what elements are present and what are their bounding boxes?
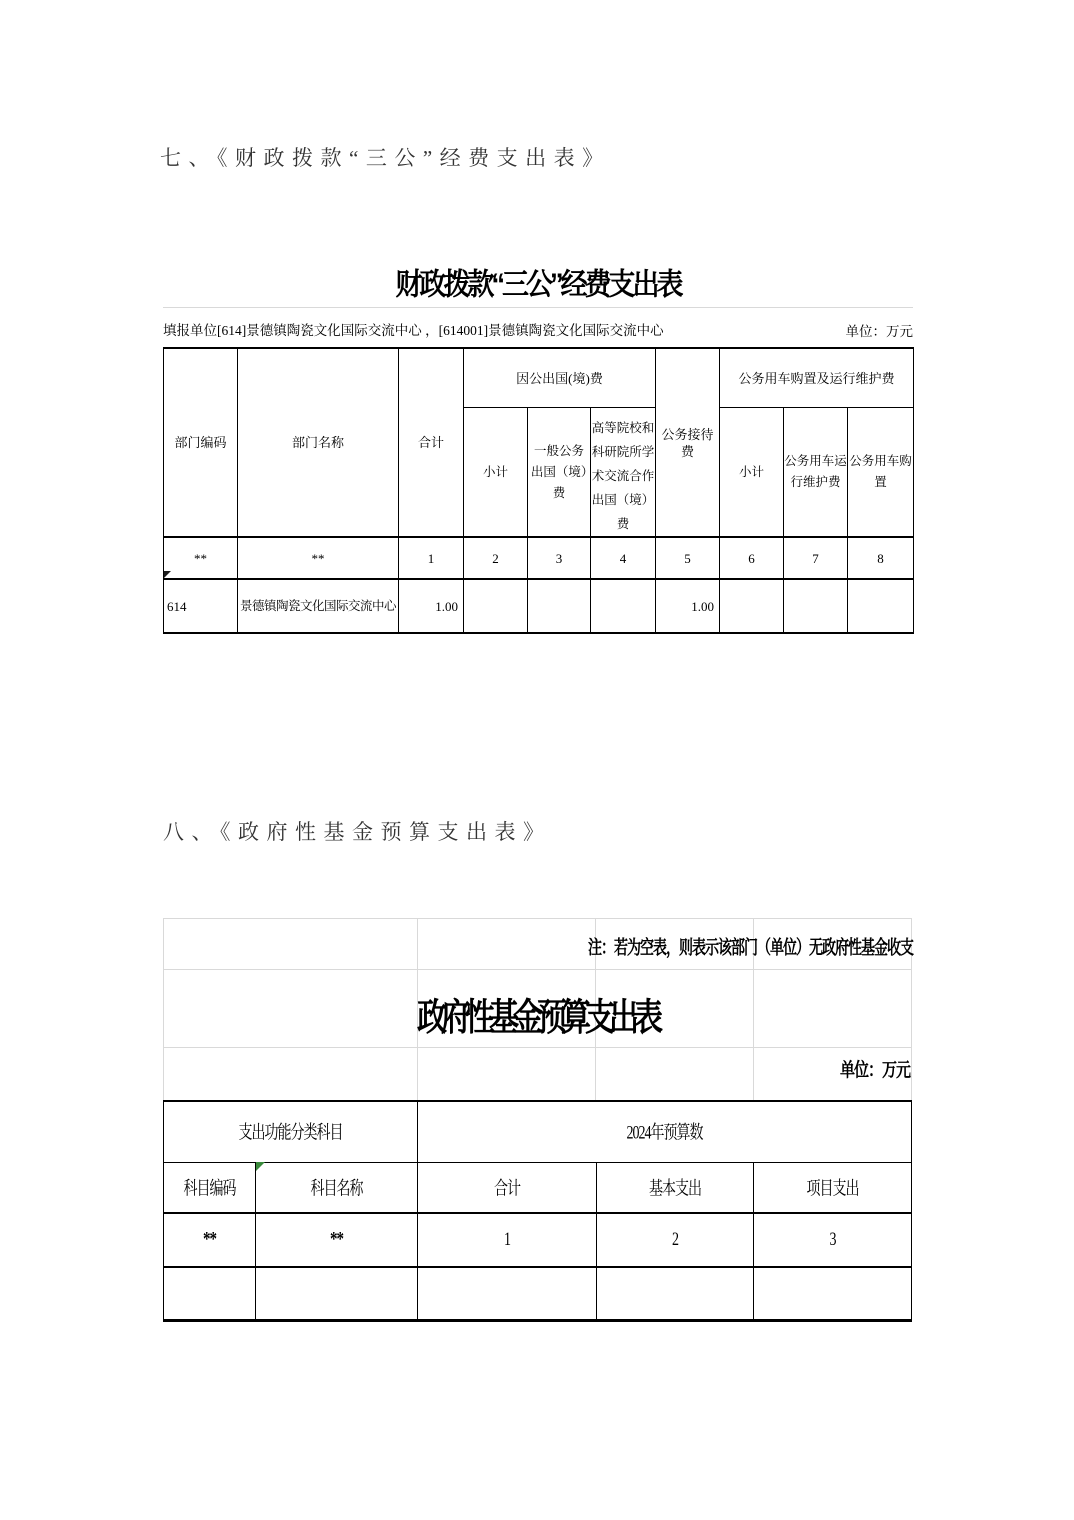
- t1-header-vehicle-subtotal: 小计: [720, 408, 784, 538]
- gov-fund-budget-table: [163, 1100, 912, 1322]
- t1-data-reception: 1.00: [656, 579, 720, 633]
- t1-index-cell: 7: [784, 537, 848, 579]
- t1-header-row-1: [164, 348, 914, 408]
- t1-index-cell: **: [238, 537, 399, 579]
- t1-data-cell: [591, 579, 656, 633]
- t1-index-cell: 5: [656, 537, 720, 579]
- t2-data-cell: [256, 1267, 418, 1321]
- t1-data-dept-name: 景德镇陶瓷文化国际交流中心: [238, 579, 399, 633]
- t2-data-cell: [597, 1267, 754, 1321]
- t1-data-cell: [784, 579, 848, 633]
- t1-header-reception: 公务接待费: [656, 348, 720, 537]
- t2-header-total: 合计: [418, 1163, 597, 1214]
- t1-index-cell: **: [164, 537, 238, 579]
- t2-data-cell: [164, 1267, 256, 1321]
- t2-data-cell: [418, 1267, 597, 1321]
- sangong-table-title: 财政拨款“三公”经费支出表: [395, 267, 681, 302]
- t2-index-cell: 1: [418, 1213, 597, 1267]
- t1-index-cell: 1: [399, 537, 464, 579]
- section-eight-heading: 八、《政府性基金预算支出表》: [163, 820, 552, 844]
- cell-comment-marker-icon: [256, 1162, 265, 1171]
- t1-data-cell: [528, 579, 591, 633]
- t2-index-row: [164, 1213, 912, 1267]
- t1-data-row: [164, 579, 914, 633]
- t1-header-dept-name: 部门名称: [238, 348, 399, 537]
- sangong-expense-table: [163, 347, 914, 634]
- t1-header-abroad-subtotal: 小计: [464, 408, 528, 538]
- t1-header-vehicle-maintenance: 公务用车运行维护费: [784, 408, 848, 538]
- t2-header-basic: 基本支出: [597, 1163, 754, 1214]
- t2-header-subject-name: 科目名称: [256, 1163, 418, 1214]
- t1-data-cell: [464, 579, 528, 633]
- t1-data-cell: [848, 579, 914, 633]
- t1-header-abroad-general: 一般公务出国（境）费: [528, 408, 591, 538]
- unit-label: 单位：万元: [839, 1061, 910, 1081]
- t1-data-cell: [720, 579, 784, 633]
- gridline: [163, 307, 913, 308]
- t2-header-subject-code: 科目编码: [164, 1163, 256, 1214]
- t1-header-total: 合计: [399, 348, 464, 537]
- t2-index-cell: **: [164, 1213, 256, 1267]
- cell-corner-marker-icon: [164, 571, 171, 578]
- section-seven-heading: 七、《财政拨款“三公”经费支出表》: [160, 146, 611, 170]
- t2-header-project: 项目支出: [754, 1163, 912, 1214]
- t1-index-cell: 4: [591, 537, 656, 579]
- gridline: [163, 918, 911, 919]
- t2-data-row: [164, 1267, 912, 1321]
- unit-label: 单位：万元: [845, 324, 913, 339]
- t2-header-func-group: 支出功能分类科目: [164, 1101, 418, 1163]
- empty-table-note: 注：若为空表，则表示该部门（单位）无政府性基金收支: [588, 938, 913, 959]
- t2-header-budget-group: 2024年预算数: [418, 1101, 912, 1163]
- t2-index-cell: **: [256, 1213, 418, 1267]
- t1-header-abroad-academic: 高等院校和科研院所学术交流合作出国（境）费: [591, 408, 656, 538]
- t1-header-abroad-group: 因公出国(境)费: [464, 348, 656, 408]
- t1-header-vehicle-group: 公务用车购置及运行维护费: [720, 348, 914, 408]
- gridline: [163, 969, 911, 970]
- t2-header-row-1: [164, 1101, 912, 1163]
- t2-index-cell: 3: [754, 1213, 912, 1267]
- t1-index-cell: 6: [720, 537, 784, 579]
- gridline: [163, 1047, 911, 1048]
- t1-data-total: 1.00: [399, 579, 464, 633]
- gov-fund-table-title: 政府性基金预算支出表: [417, 997, 657, 1039]
- reporting-unit-label: 填报单位[614]景德镇陶瓷文化国际交流中心 ，[614001]景德镇陶瓷文化国际交流中心: [163, 323, 664, 338]
- t2-index-cell: 2: [597, 1213, 754, 1267]
- t2-header-row-2: [164, 1163, 912, 1214]
- t1-index-cell: 2: [464, 537, 528, 579]
- t1-index-cell: 3: [528, 537, 591, 579]
- t1-header-vehicle-purchase: 公务用车购置: [848, 408, 914, 538]
- t2-data-cell: [754, 1267, 912, 1321]
- t1-index-cell: 8: [848, 537, 914, 579]
- t1-data-dept-code: 614: [164, 579, 238, 633]
- t1-header-dept-code: 部门编码: [164, 348, 238, 537]
- t1-index-row: [164, 537, 914, 579]
